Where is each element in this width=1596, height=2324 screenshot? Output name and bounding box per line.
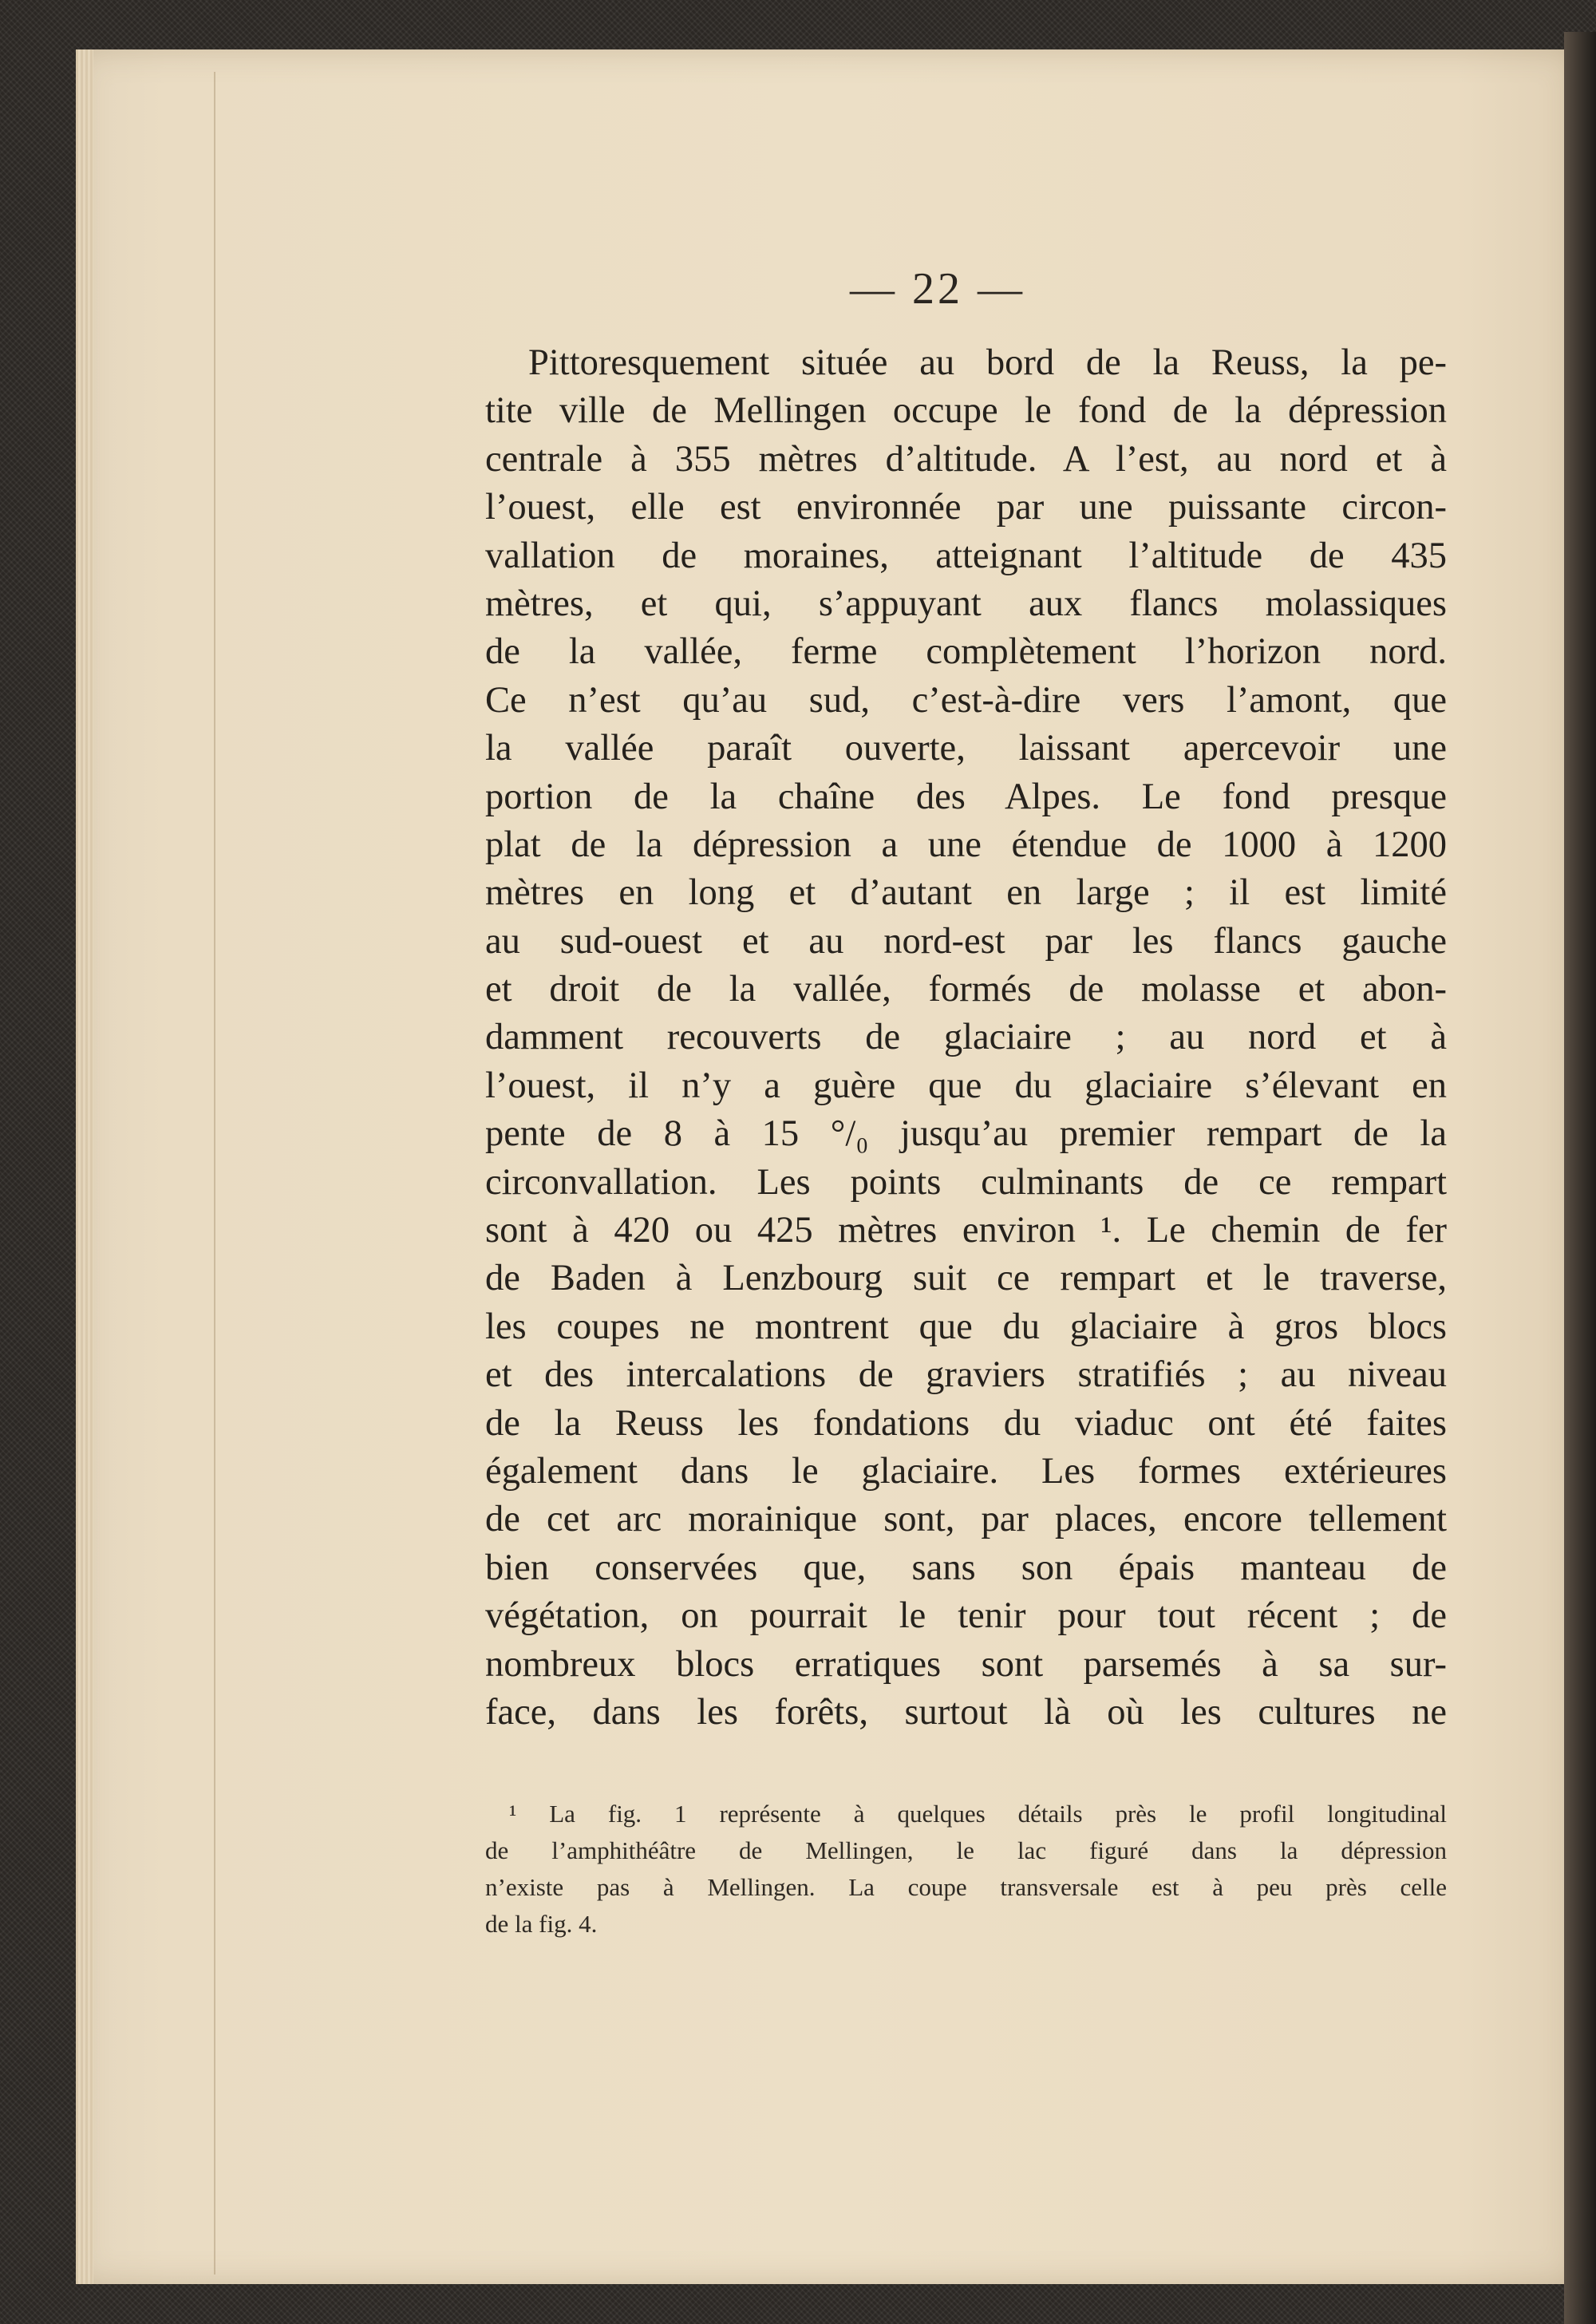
footnote-line: ¹ La fig. 1 représente à quelques détails près le profil longitudinal <box>509 1800 1447 1828</box>
text-line: mètres en long et d’autant en large ; il est limité <box>485 872 1447 914</box>
text-line: tite ville de Mellingen occupe le fond de la dépression <box>485 390 1447 432</box>
text-line: plat de la dépression a une étendue de 1000 à 1200 <box>485 824 1447 865</box>
text-line: damment recouverts de glaciaire ; au nord et à <box>485 1017 1447 1058</box>
footnote-line: de l’amphithéâtre de Mellingen, le lac figuré dans la dépression <box>485 1836 1447 1864</box>
text-line: et droit de la vallée, formés de molasse et abon- <box>485 969 1447 1010</box>
text-line: également dans le glaciaire. Les formes extérieures <box>485 1450 1447 1492</box>
text-line: face, dans les forêts, surtout là où les cultures ne <box>485 1691 1447 1733</box>
text-line: de la vallée, ferme complètement l’horizon nord. <box>485 631 1447 673</box>
book-spine-edge <box>1564 32 1596 2324</box>
footnote-line: de la fig. 4. <box>485 1910 598 1938</box>
text-line: circonvallation. Les points culminants de ce rempart <box>485 1161 1447 1203</box>
text-line: centrale à 355 mètres d’altitude. A l’est, au nord et à <box>485 438 1447 480</box>
text-line: l’ouest, elle est environnée par une puissante circon- <box>485 487 1447 528</box>
footnote-line: n’existe pas à Mellingen. La coupe transversale est à peu près celle <box>485 1873 1447 1901</box>
text-line: bien conservées que, sans son épais manteau de <box>485 1547 1447 1588</box>
text-line: la vallée paraît ouverte, laissant apercevoir une <box>485 728 1447 769</box>
text-line: végétation, on pourrait le tenir pour tout récent ; de <box>485 1595 1447 1637</box>
text-line: les coupes ne montrent que du glaciaire à gros blocs <box>485 1306 1447 1347</box>
page-stack-edge <box>76 49 93 2284</box>
text-line: vallation de moraines, atteignant l’altitude de 435 <box>485 535 1447 576</box>
text-line: au sud-ouest et au nord-est par les flancs gauche <box>485 920 1447 962</box>
text-line: Pittoresquement située au bord de la Reuss, la pe- <box>528 342 1447 383</box>
text-line: nombreux blocs erratiques sont parsemés à sa sur- <box>485 1643 1447 1685</box>
text-line: portion de la chaîne des Alpes. Le fond presque <box>485 776 1447 817</box>
text-line: de Baden à Lenzbourg suit ce rempart et le traverse, <box>485 1258 1447 1299</box>
text-line: l’ouest, il n’y a guère que du glaciaire s’élevant en <box>485 1065 1447 1106</box>
text-line: pente de 8 à 15 °/₀ jusqu’au premier rempart de la <box>485 1113 1447 1155</box>
text-line: de la Reuss les fondations du viaduc ont été faites <box>485 1402 1447 1444</box>
text-line: mètres, et qui, s’appuyant aux flancs molassiques <box>485 583 1447 624</box>
text-line: et des intercalations de graviers stratifiés ; au niveau <box>485 1354 1447 1396</box>
footnote <box>485 1796 1447 1943</box>
text-line: de cet arc morainique sont, par places, encore tellement <box>485 1499 1447 1540</box>
main-paragraph <box>485 339 1447 1737</box>
text-line: Ce n’est qu’au sud, c’est-à-dire vers l’amont, que <box>485 679 1447 721</box>
page-number: — 22 — <box>850 264 1025 314</box>
gutter-fold-line <box>214 72 215 2275</box>
text-line: sont à 420 ou 425 mètres environ ¹. Le chemin de fer <box>485 1210 1447 1251</box>
